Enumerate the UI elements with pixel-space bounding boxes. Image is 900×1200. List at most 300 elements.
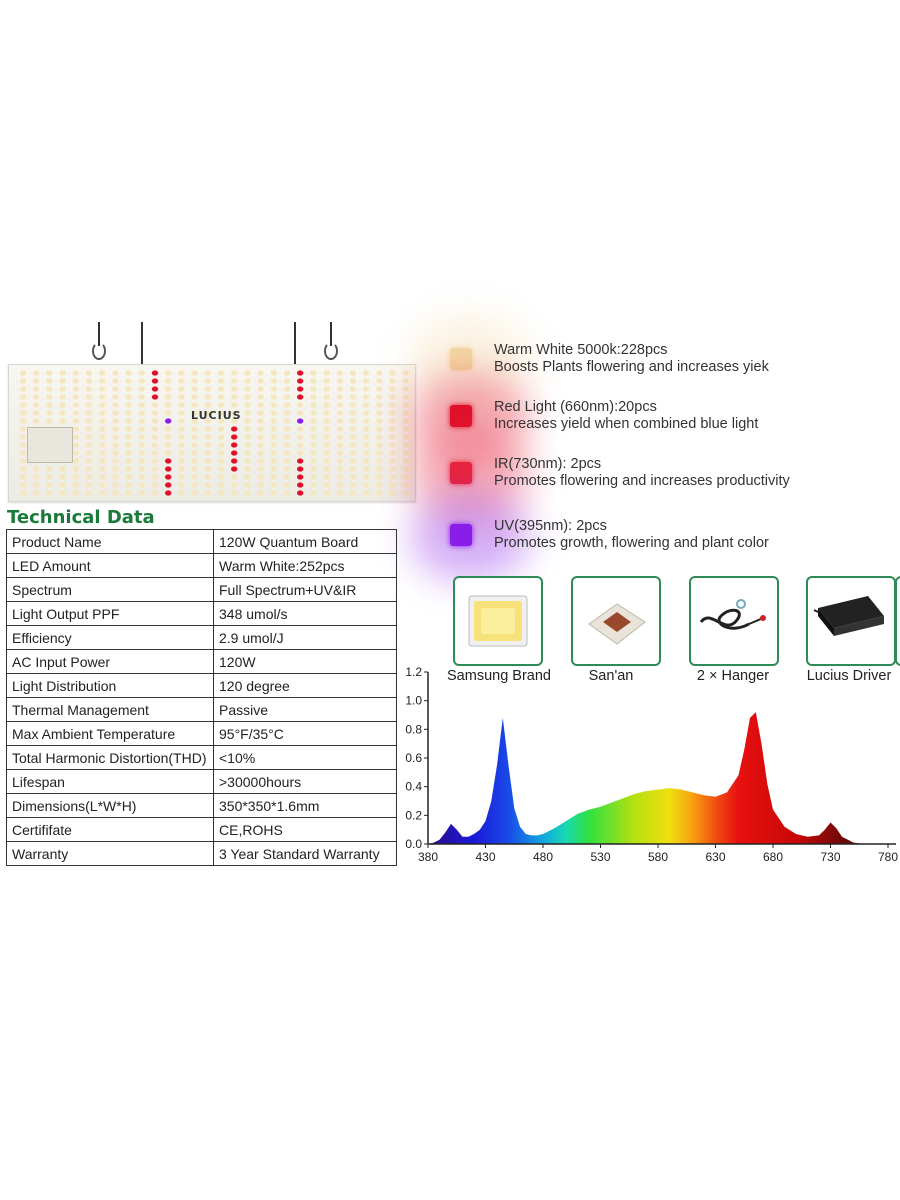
x-tick-label: 380	[417, 850, 439, 864]
led-chip	[323, 394, 329, 399]
led-chip	[271, 442, 277, 447]
spec-value: 120W Quantum Board	[214, 530, 397, 554]
led-chip	[244, 410, 250, 415]
spec-value: 120 degree	[214, 674, 397, 698]
led-chip	[86, 482, 92, 487]
led-chip	[125, 370, 131, 375]
led-chip	[297, 442, 303, 447]
led-chip	[284, 450, 290, 455]
led-chip	[350, 426, 356, 431]
led-chip	[112, 370, 118, 375]
led-chip	[59, 410, 65, 415]
led-chip	[363, 418, 369, 423]
led-chip	[376, 450, 382, 455]
accessory-label: Lucius Driver	[806, 668, 892, 684]
led-chip	[165, 490, 171, 495]
led-chip	[257, 434, 263, 439]
led-chip	[178, 490, 184, 495]
led-chip	[403, 410, 409, 415]
led-chip	[363, 410, 369, 415]
led-chip	[86, 386, 92, 391]
led-chip	[218, 442, 224, 447]
led-chip	[350, 490, 356, 495]
led-chip	[310, 370, 316, 375]
led-chip	[33, 402, 39, 407]
hanging-wire	[294, 322, 296, 364]
led-chip	[178, 466, 184, 471]
led-chip	[376, 394, 382, 399]
led-chip	[139, 474, 145, 479]
led-chip	[205, 466, 211, 471]
led-chip	[337, 442, 343, 447]
led-chip	[99, 450, 105, 455]
sanan-led-chip-icon	[573, 578, 659, 664]
led-chip	[284, 394, 290, 399]
led-chip	[152, 442, 158, 447]
led-chip	[178, 402, 184, 407]
led-chip	[284, 386, 290, 391]
hanger-icon	[691, 578, 777, 664]
led-chip	[257, 450, 263, 455]
accessory-driver	[806, 576, 896, 666]
led-chip	[86, 450, 92, 455]
led-chip	[389, 442, 395, 447]
led-chip	[20, 482, 26, 487]
table-row	[7, 770, 397, 794]
led-chip	[403, 466, 409, 471]
led-chip	[86, 394, 92, 399]
led-chip	[205, 402, 211, 407]
led-chip	[86, 410, 92, 415]
led-chip	[99, 402, 105, 407]
led-chip	[125, 450, 131, 455]
led-chip	[284, 370, 290, 375]
led-chip	[337, 434, 343, 439]
led-chip	[376, 418, 382, 423]
led-chip	[152, 466, 158, 471]
led-chip	[389, 450, 395, 455]
y-tick-label: 0.2	[405, 808, 422, 823]
led-chip	[86, 378, 92, 383]
board-driver-module	[27, 427, 73, 463]
led-chip	[231, 474, 237, 479]
led-chip	[284, 490, 290, 495]
led-chip	[403, 458, 409, 463]
led-chip	[337, 402, 343, 407]
led-chip	[205, 434, 211, 439]
spec-value: 120W	[214, 650, 397, 674]
spec-key: Dimensions(L*W*H)	[7, 794, 214, 818]
led-chip	[257, 402, 263, 407]
led-chip	[218, 386, 224, 391]
led-chip	[125, 418, 131, 423]
led-chip	[389, 370, 395, 375]
legend-description: Boosts Plants flowering and increases yiek	[494, 359, 769, 375]
led-chip	[403, 474, 409, 479]
legend-description: Promotes growth, flowering and plant color	[494, 535, 769, 551]
led-chip	[337, 426, 343, 431]
led-chip	[363, 386, 369, 391]
spec-key: Lifespan	[7, 770, 214, 794]
led-chip	[191, 466, 197, 471]
led-chip	[152, 418, 158, 423]
led-chip	[73, 378, 79, 383]
led-chip	[257, 474, 263, 479]
led-chip	[389, 426, 395, 431]
led-chip	[152, 458, 158, 463]
led-chip	[310, 442, 316, 447]
led-chip	[244, 442, 250, 447]
led-chip	[271, 490, 277, 495]
led-chip	[403, 426, 409, 431]
led-chip	[310, 426, 316, 431]
led-chip	[389, 458, 395, 463]
led-chip	[20, 418, 26, 423]
led-chip	[73, 410, 79, 415]
table-row	[7, 674, 397, 698]
led-chip	[59, 418, 65, 423]
led-chip	[363, 482, 369, 487]
led-chip	[139, 482, 145, 487]
led-chip	[271, 418, 277, 423]
x-tick-label: 780	[877, 850, 899, 864]
led-chip	[73, 482, 79, 487]
table-row	[7, 698, 397, 722]
led-chip	[310, 490, 316, 495]
x-tick-label: 680	[762, 850, 784, 864]
spec-key: Warranty	[7, 842, 214, 866]
led-chip	[125, 466, 131, 471]
led-chip	[257, 394, 263, 399]
led-chip	[297, 458, 303, 463]
led-chip	[337, 458, 343, 463]
led-chip	[218, 450, 224, 455]
led-chip	[350, 370, 356, 375]
led-chip	[231, 442, 237, 447]
led-chip	[178, 394, 184, 399]
led-chip	[59, 490, 65, 495]
led-chip	[297, 394, 303, 399]
led-chip	[403, 394, 409, 399]
led-chip	[112, 434, 118, 439]
led-chip	[73, 474, 79, 479]
led-chip	[205, 474, 211, 479]
accessory-partial-box	[895, 576, 900, 666]
led-chip	[257, 426, 263, 431]
x-tick-label: 430	[475, 850, 496, 864]
led-chip	[271, 426, 277, 431]
led-chip	[59, 378, 65, 383]
led-chip	[284, 418, 290, 423]
led-chip	[191, 370, 197, 375]
led-chip	[139, 370, 145, 375]
led-chip	[191, 490, 197, 495]
led-chip	[284, 426, 290, 431]
legend-title: UV(395nm): 2pcs	[494, 518, 607, 534]
led-chip	[231, 378, 237, 383]
led-chip	[178, 450, 184, 455]
led-chip	[257, 442, 263, 447]
led-chip	[284, 442, 290, 447]
led-chip	[297, 386, 303, 391]
led-chip	[403, 378, 409, 383]
led-chip	[403, 482, 409, 487]
led-chip	[152, 450, 158, 455]
led-chip	[152, 394, 158, 399]
led-chip	[86, 434, 92, 439]
table-row	[7, 842, 397, 866]
led-chip	[284, 402, 290, 407]
led-chip	[139, 434, 145, 439]
led-chip	[165, 410, 171, 415]
spec-value: 348 umol/s	[214, 602, 397, 626]
led-chip	[152, 378, 158, 383]
led-chip	[310, 386, 316, 391]
spec-key: Efficiency	[7, 626, 214, 650]
led-chip	[86, 474, 92, 479]
led-chip	[271, 378, 277, 383]
led-chip	[218, 370, 224, 375]
led-chip	[86, 458, 92, 463]
led-chip	[363, 370, 369, 375]
led-chip	[350, 394, 356, 399]
led-chip	[125, 394, 131, 399]
led-chip	[376, 474, 382, 479]
led-chip	[20, 386, 26, 391]
led-chip	[20, 442, 26, 447]
led-chip	[257, 466, 263, 471]
led-chip	[99, 458, 105, 463]
led-chip	[403, 418, 409, 423]
led-chip	[20, 450, 26, 455]
spec-key: Max Ambient Temperature	[7, 722, 214, 746]
led-chip	[112, 418, 118, 423]
led-chip	[376, 426, 382, 431]
led-chip	[337, 482, 343, 487]
spec-key: LED Amount	[7, 554, 214, 578]
led-chip	[376, 410, 382, 415]
legend-description: Increases yield when combined blue light	[494, 416, 759, 432]
ir-led-icon	[450, 462, 472, 484]
led-chip	[178, 458, 184, 463]
x-tick-label: 630	[705, 850, 726, 864]
led-chip	[244, 434, 250, 439]
led-chip	[376, 386, 382, 391]
led-chip	[205, 490, 211, 495]
spec-value: Warm White:252pcs	[214, 554, 397, 578]
led-chip	[350, 434, 356, 439]
led-chip	[310, 418, 316, 423]
led-chip	[231, 490, 237, 495]
led-chip	[218, 490, 224, 495]
led-chip	[99, 426, 105, 431]
table-row	[7, 722, 397, 746]
led-chip	[33, 378, 39, 383]
led-chip	[191, 474, 197, 479]
led-chip	[389, 378, 395, 383]
led-chip	[310, 474, 316, 479]
y-tick-label: 1.0	[405, 693, 422, 708]
led-chip	[205, 442, 211, 447]
led-chip	[178, 386, 184, 391]
led-chip	[231, 402, 237, 407]
spec-key: AC Input Power	[7, 650, 214, 674]
led-chip	[99, 386, 105, 391]
led-chip	[231, 386, 237, 391]
led-chip	[178, 418, 184, 423]
spec-value: >30000hours	[214, 770, 397, 794]
led-chip	[218, 434, 224, 439]
led-chip	[178, 426, 184, 431]
led-chip	[231, 426, 237, 431]
led-chip	[86, 442, 92, 447]
led-chip	[112, 402, 118, 407]
x-tick-label: 730	[820, 850, 841, 864]
led-chip	[191, 426, 197, 431]
led-chip	[403, 450, 409, 455]
led-chip	[350, 378, 356, 383]
led-chip	[33, 410, 39, 415]
led-chip	[33, 466, 39, 471]
driver-icon	[808, 578, 894, 664]
table-row	[7, 602, 397, 626]
led-chip	[152, 474, 158, 479]
led-chip	[218, 474, 224, 479]
spec-key: Certififate	[7, 818, 214, 842]
led-chip	[376, 490, 382, 495]
led-chip	[403, 442, 409, 447]
led-chip	[73, 490, 79, 495]
led-chip	[337, 386, 343, 391]
led-chip	[297, 466, 303, 471]
table-row	[7, 554, 397, 578]
led-chip	[323, 442, 329, 447]
led-chip	[271, 458, 277, 463]
led-chip	[205, 394, 211, 399]
led-chip	[363, 402, 369, 407]
led-chip	[297, 490, 303, 495]
legend-title: Warm White 5000k:228pcs	[494, 342, 668, 358]
led-chip	[191, 402, 197, 407]
led-chip	[99, 418, 105, 423]
led-chip	[323, 418, 329, 423]
led-chip	[363, 474, 369, 479]
led-chip	[99, 442, 105, 447]
table-row	[7, 746, 397, 770]
led-chip	[323, 426, 329, 431]
led-chip	[244, 458, 250, 463]
led-chip	[99, 474, 105, 479]
x-tick-label: 580	[647, 850, 669, 864]
led-chip	[59, 466, 65, 471]
spec-value: Full Spectrum+UV&IR	[214, 578, 397, 602]
led-chip	[73, 442, 79, 447]
led-chip	[139, 442, 145, 447]
led-chip	[310, 378, 316, 383]
led-chip	[244, 450, 250, 455]
led-chip	[59, 370, 65, 375]
led-chip	[231, 434, 237, 439]
led-chip	[350, 442, 356, 447]
led-chip	[125, 402, 131, 407]
led-chip	[178, 482, 184, 487]
led-chip	[152, 386, 158, 391]
led-chip	[178, 434, 184, 439]
spectrum-area	[428, 712, 888, 844]
led-chip	[20, 370, 26, 375]
led-chip	[73, 450, 79, 455]
led-chip	[205, 386, 211, 391]
led-chip	[297, 410, 303, 415]
led-chip	[337, 418, 343, 423]
led-chip	[152, 434, 158, 439]
led-chip	[59, 394, 65, 399]
table-row	[7, 578, 397, 602]
legend-item-red-light	[450, 399, 870, 443]
led-chip	[284, 378, 290, 383]
led-chip	[99, 410, 105, 415]
led-chip	[205, 458, 211, 463]
led-quantum-board-image	[8, 364, 416, 502]
led-chip	[376, 458, 382, 463]
legend-title: IR(730nm): 2pcs	[494, 456, 602, 472]
spec-key: Thermal Management	[7, 698, 214, 722]
led-chip	[20, 434, 26, 439]
led-chip	[337, 466, 343, 471]
led-chip	[139, 426, 145, 431]
led-chip	[337, 370, 343, 375]
x-tick-label: 480	[532, 850, 554, 864]
led-chip	[112, 466, 118, 471]
led-chip	[152, 490, 158, 495]
red-led-icon	[450, 405, 472, 427]
led-chip	[337, 410, 343, 415]
led-chip	[139, 466, 145, 471]
led-chip	[389, 474, 395, 479]
led-chip	[20, 474, 26, 479]
led-chip	[191, 386, 197, 391]
led-chip	[99, 434, 105, 439]
spec-value: 350*350*1.6mm	[214, 794, 397, 818]
y-tick-label: 0.0	[405, 837, 422, 851]
led-chip	[376, 482, 382, 487]
led-chip	[99, 466, 105, 471]
led-chip	[271, 482, 277, 487]
led-chip	[244, 426, 250, 431]
led-chip	[310, 482, 316, 487]
led-chip	[297, 378, 303, 383]
led-chip	[271, 466, 277, 471]
led-chip	[231, 458, 237, 463]
led-chip	[125, 386, 131, 391]
led-chip	[112, 482, 118, 487]
led-chip	[125, 426, 131, 431]
led-chip	[363, 442, 369, 447]
led-chip	[350, 410, 356, 415]
spec-key: Total Harmonic Distortion(THD)	[7, 746, 214, 770]
led-chip	[73, 418, 79, 423]
led-chip	[191, 378, 197, 383]
led-chip	[403, 490, 409, 495]
led-chip	[139, 402, 145, 407]
led-chip	[165, 402, 171, 407]
led-chip	[46, 474, 52, 479]
led-chip	[20, 466, 26, 471]
led-chip	[178, 410, 184, 415]
led-chip	[337, 394, 343, 399]
led-chip	[350, 482, 356, 487]
led-chip	[231, 482, 237, 487]
